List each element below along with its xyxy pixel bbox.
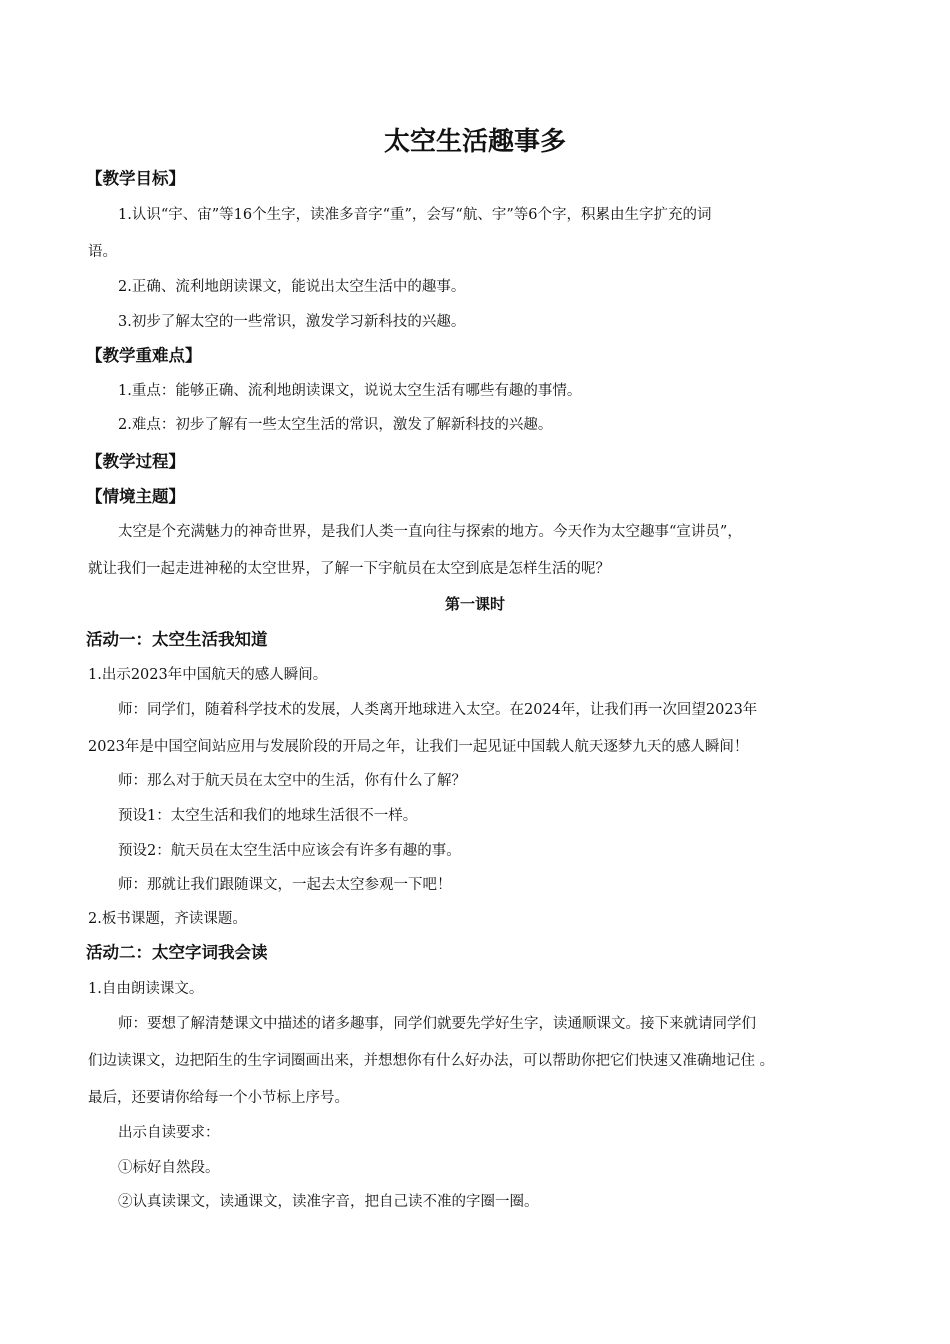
activity-1-preset-1: 预设1：太空生活和我们的地球生活很不一样。	[118, 808, 418, 824]
activity-2-requirements: 出示自读要求：	[118, 1125, 220, 1141]
activity-2-requirement-2: ②认真读课文，读通课文，读准字音，把自己读不准的字圈一圈。	[118, 1194, 539, 1210]
activity-2-teacher-line-1: 师：要想了解清楚课文中描述的诸多趣事，同学们就要先学好生字，读通顺课文。接下来就请同学们	[118, 1016, 756, 1032]
scene-line-1: 太空是个充满魅力的神奇世界，是我们人类一直向往与探索的地方。今天作为太空趣事“宣讲员”，	[118, 524, 742, 540]
lesson-title: 第一课时	[444, 595, 505, 613]
section-heading-key-points: 【教学重难点】	[86, 346, 202, 365]
section-heading-scene: 【情境主题】	[86, 487, 185, 506]
activity-1-heading: 活动一：太空生活我知道	[86, 630, 268, 649]
activity-1-teacher-1-line-2: 2023年是中国空间站应用与发展阶段的开局之年，让我们一起见证中国载人航天逐梦九天的感人瞬间！	[88, 739, 749, 755]
key-point-1: 1.重点：能够正确、流利地朗读课文，说说太空生活有哪些有趣的事情。	[118, 383, 582, 399]
section-heading-goals: 【教学目标】	[86, 169, 185, 188]
goal-1-line-2: 语。	[88, 244, 117, 260]
activity-1-teacher-3: 师：那就让我们跟随课文，一起去太空参观一下吧！	[118, 877, 452, 893]
goal-1-line-1: 1.认识“宇、宙”等16个生字，读准多音字“重”，会写“航、宇”等6个字，积累由生字扩充的词	[118, 207, 712, 223]
activity-1-teacher-2: 师：那么对于航天员在太空中的生活，你有什么了解？	[118, 773, 466, 789]
activity-2-heading: 活动二：太空字词我会读	[86, 943, 268, 962]
activity-2-teacher-line-2: 们边读课文，边把陌生的生字词圈画出来，并想想你有什么好办法，可以帮助你把它们快速又准确地记住 。	[88, 1053, 775, 1069]
activity-1-teacher-1-line-1: 师：同学们，随着科学技术的发展，人类离开地球进入太空。在2024年，让我们再一次回望2023年	[118, 702, 758, 718]
activity-2-requirement-1: ①标好自然段。	[118, 1160, 220, 1176]
activity-1-item-1: 1.出示2023年中国航天的感人瞬间。	[88, 667, 328, 683]
scene-line-2: 就让我们一起走进神秘的太空世界，了解一下宇航员在太空到底是怎样生活的呢？	[88, 561, 610, 577]
activity-2-item-1: 1.自由朗读课文。	[88, 981, 204, 997]
page-title: 太空生活趣事多	[383, 127, 566, 157]
activity-1-item-2: 2.板书课题，齐读课题。	[88, 911, 247, 927]
section-heading-process: 【教学过程】	[86, 452, 185, 471]
activity-2-teacher-line-3: 最后，还要请你给每一个小节标上序号。	[88, 1090, 349, 1106]
goal-3: 3.初步了解太空的一些常识，激发学习新科技的兴趣。	[118, 314, 466, 330]
activity-1-preset-2: 预设2：航天员在太空生活中应该会有许多有趣的事。	[118, 843, 461, 859]
key-point-2: 2.难点：初步了解有一些太空生活的常识，激发了解新科技的兴趣。	[118, 417, 553, 433]
goal-2: 2.正确、流利地朗读课文，能说出太空生活中的趣事。	[118, 279, 466, 295]
